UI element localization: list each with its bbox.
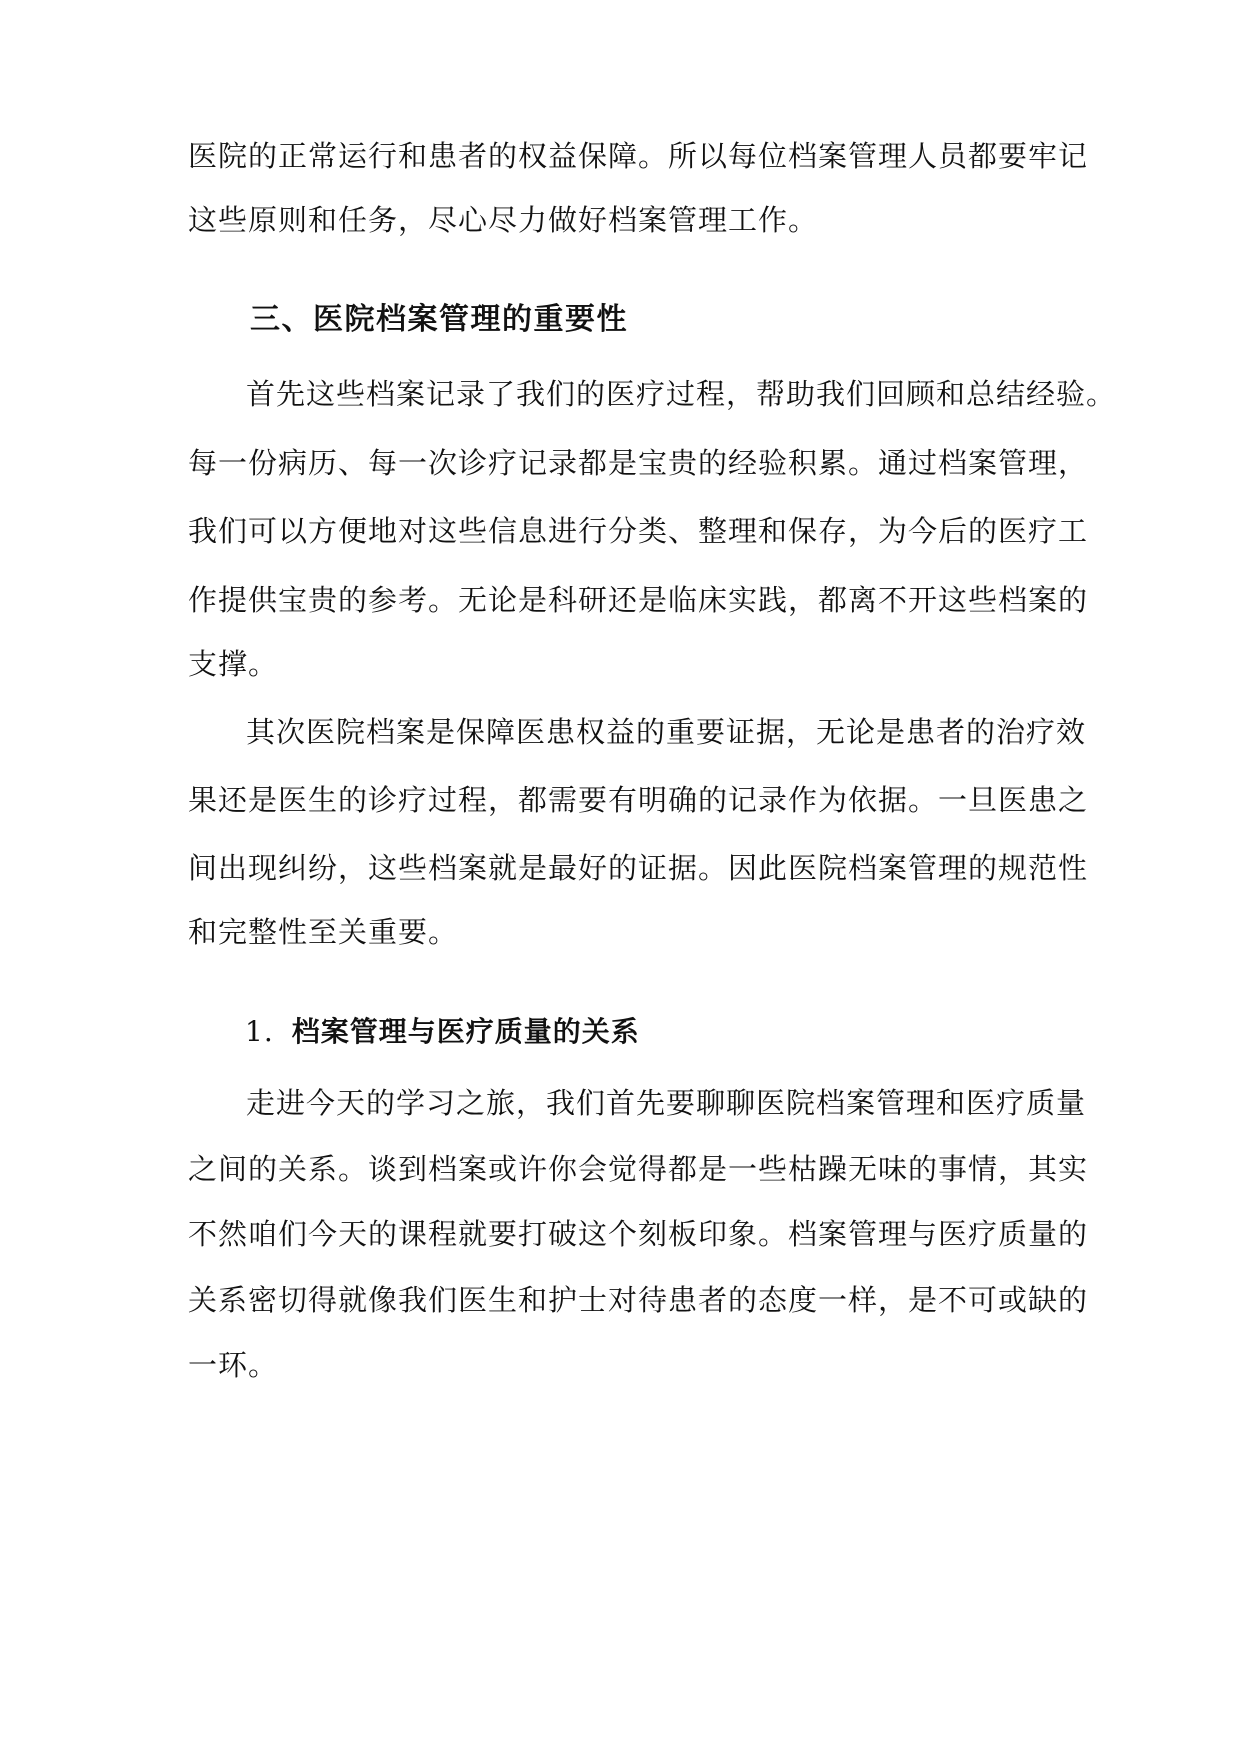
paragraph-line: 一环。 — [188, 1348, 279, 1382]
paragraph-line: 和完整性至关重要。 — [188, 915, 459, 949]
paragraph-line: 关系密切得就像我们医生和护士对待患者的态度一样，是不可或缺的 — [188, 1283, 1089, 1317]
paragraph-line: 每一份病历、每一次诊疗记录都是宝贵的经验积累。通过档案管理， — [188, 446, 1089, 480]
paragraph-line: 支撑。 — [188, 647, 279, 681]
subsection-number: 1. — [245, 1015, 274, 1048]
paragraph-line: 作提供宝贵的参考。无论是科研还是临床实践，都离不开这些档案的 — [188, 583, 1089, 617]
paragraph-line: 不然咱们今天的课程就要打破这个刻板印象。档案管理与医疗质量的 — [188, 1217, 1089, 1251]
paragraph-line: 走进今天的学习之旅，我们首先要聊聊医院档案管理和医疗质量 — [246, 1086, 1087, 1120]
subsection-title: 档案管理与医疗质量的关系 — [291, 1015, 640, 1048]
paragraph-line: 首先这些档案记录了我们的医疗过程，帮助我们回顾和总结经验。 — [246, 377, 1117, 411]
subsection-heading — [245, 1012, 640, 1052]
paragraph-line: 间出现纠纷，这些档案就是最好的证据。因此医院档案管理的规范性 — [188, 851, 1089, 885]
paragraph-line: 其次医院档案是保障医患权益的重要证据，无论是患者的治疗效 — [246, 715, 1087, 749]
paragraph-line: 果还是医生的诊疗过程，都需要有明确的记录作为依据。一旦医患之 — [188, 783, 1089, 817]
paragraph-line: 医院的正常运行和患者的权益保障。所以每位档案管理人员都要牢记 — [188, 139, 1089, 173]
paragraph-line: 之间的关系。谈到档案或许你会觉得都是一些枯躁无味的事情，其实 — [188, 1152, 1089, 1186]
section-heading: 三、医院档案管理的重要性 — [250, 302, 628, 337]
paragraph-line: 这些原则和任务，尽心尽力做好档案管理工作。 — [188, 203, 819, 237]
paragraph-line: 我们可以方便地对这些信息进行分类、整理和保存，为今后的医疗工 — [188, 514, 1089, 548]
